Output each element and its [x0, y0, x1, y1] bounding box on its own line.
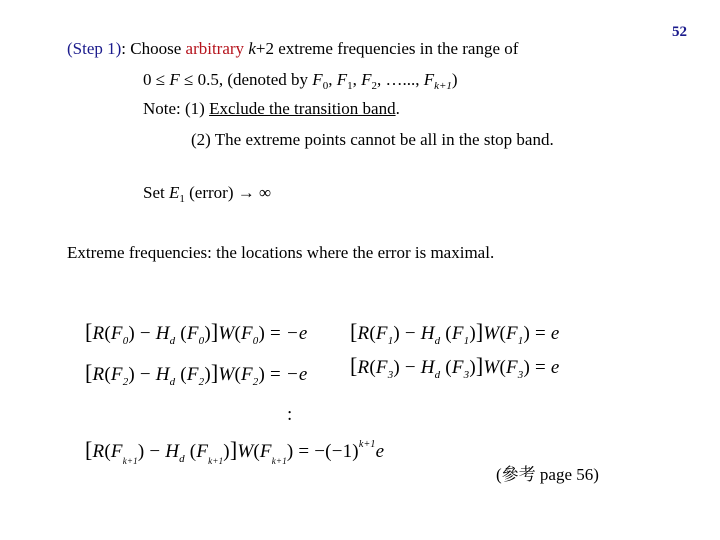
note1-underlined: Exclude the transition band: [209, 99, 396, 118]
f0-symbol: F: [312, 70, 323, 89]
equation-f3: [$R(F_3) - H_d$ $(F_3)]W(F_3) = e$: [350, 353, 560, 381]
range-prefix: 0 ≤: [143, 70, 170, 89]
range-end: ): [451, 70, 458, 89]
note-2: (2) The extreme points cannot be all in the stop band.: [191, 130, 554, 149]
range-f: F: [169, 70, 180, 89]
f1-symbol: F: [336, 70, 348, 89]
range-line: [143, 70, 458, 96]
step-colon: : Choose: [121, 39, 186, 58]
comma-2: ,: [352, 70, 362, 89]
e-sub: 1: [179, 193, 185, 205]
f2-symbol: F: [361, 70, 372, 89]
note1-suffix: .: [395, 99, 400, 118]
step-rest: +2 extreme frequencies in the range of: [255, 39, 519, 58]
k-symbol: k: [248, 39, 256, 58]
extreme-definition: Extreme frequencies: the locations where the error is maximal.: [67, 243, 495, 262]
equation-f0: [$R(F_0) - H_d$ $(F_0)]W(F_0) = -e$: [85, 319, 308, 347]
fk-symbol: F: [423, 70, 435, 89]
equation-fk1: [$R(F_{k+1}) - H_d$ $(F_{k+1})]W(F_{k+1}) = -(-1)^{k+1}e$: [85, 437, 385, 466]
page-number: 52: [672, 24, 687, 40]
set-prefix: Set: [143, 183, 169, 202]
step-label: (Step 1): [67, 39, 122, 58]
ellipsis: , …...,: [376, 70, 424, 89]
e-symbol: E: [168, 183, 180, 202]
equation-f2: [$R(F_2) - H_d$ $(F_2)]W(F_2) = -e$: [85, 360, 308, 388]
vertical-dots: :: [287, 404, 293, 425]
f1-sub: 1: [347, 80, 353, 92]
set-error-line: [143, 183, 271, 209]
fk-sub: k+1: [434, 80, 452, 92]
set-suffix: (error) → ∞: [184, 183, 272, 202]
equation-f1: [$R(F_1) - H_d$ $(F_1)]W(F_1) = e$: [350, 319, 560, 347]
range-mid: ≤ 0.5, (denoted by: [179, 70, 313, 89]
note1-prefix: Note: (1): [143, 99, 210, 118]
f2-sub: 2: [371, 80, 377, 92]
arbitrary-word: arbitrary: [185, 39, 245, 58]
f0-sub: 0: [322, 80, 329, 92]
note-1: [143, 99, 400, 119]
reference-note: (參考 page 56): [496, 465, 599, 484]
comma-1: ,: [328, 70, 337, 89]
step1-line: [67, 39, 518, 59]
